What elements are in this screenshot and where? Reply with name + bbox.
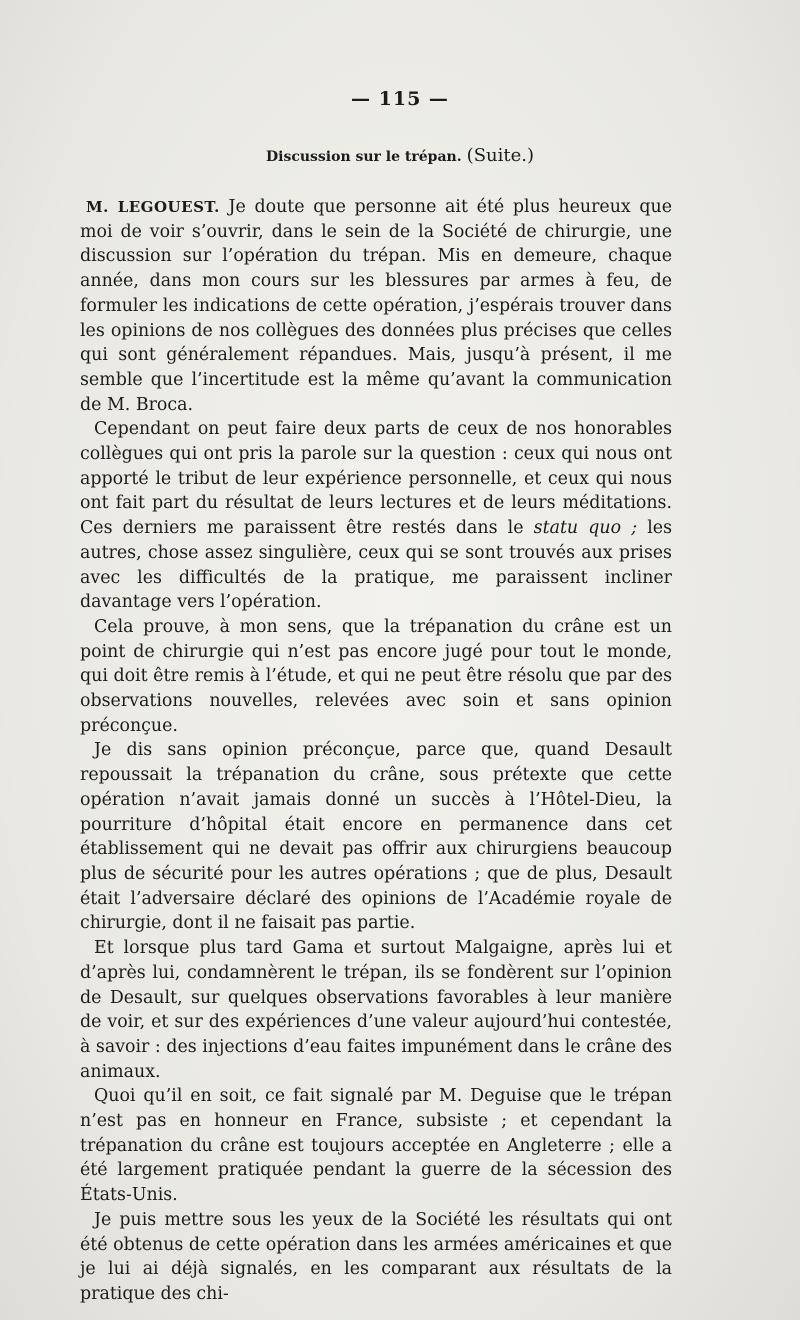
page-number: — 115 — <box>351 88 449 110</box>
paragraph-2 <box>80 417 672 615</box>
paragraph-5: Et lorsque plus tard Gama et surtout Malgaigne, après lui et d’après lui, condamnèrent le trépan, ils se fondèrent sur l’opinion de Desault, sur quelques observations favorables à leur manière de voir, et sur des expériences d’une valeur aujourd’hui contestée, à savoir : des injections d’eau faites impunément dans le crâne des animaux. <box>80 938 672 1082</box>
paragraph-4: Je dis sans opinion préconçue, parce que, quand Desault repoussait la trépanation du crâne, sous prétexte que cette opération n’avait jamais donné un succès à l’Hôtel-Dieu, la pourriture d’hôpital était encore en permanence dans cet établissement qui ne devait pas offrir aux chirurgiens beaucoup plus de sécurité pour les autres opérations ; que de plus, Desault était l’adversaire déclaré des opinions de l’Académie royale de chirurgie, dont il ne faisait pas partie. <box>80 740 672 934</box>
section-heading <box>0 145 800 166</box>
paragraph-1 <box>80 195 672 417</box>
speaker-name: M. LEGOUEST. <box>86 198 220 216</box>
paragraph-1-text: Je doute que personne ait été plus heureux que moi de voir s’ouvrir, dans le sein de la Société de chirurgie, une discussion sur l’opération du trépan. Mis en demeure, chaque année, dans mon cours sur les blessures par armes à feu, de formuler les indications de cette opération, j’espérais trouver dans les opinions de nos collègues des données plus précises que celles qui sont généralement répandues. Mais, jusqu’à présent, il me semble que l’incertitude est la même qu’avant la communication de M. Broca. <box>80 197 673 415</box>
paragraph-6: Quoi qu’il en soit, ce fait signalé par M. Deguise que le trépan n’est pas en honneur en France, subsiste ; et cependant la trépanation du crâne est toujours acceptée en Angleterre ; elle a été largement pratiquée pendant la guerre de la sécession des États-Unis. <box>80 1086 672 1206</box>
paragraph-3: Cela prouve, à mon sens, que la trépanation du crâne est un point de chirurgie qui n’est pas encore jugé pour tout le monde, qui doit être remis à l’étude, et qui ne peut être résolu que par des observations nouvelles, relevées avec soin et sans opinion préconçue. <box>80 616 672 736</box>
section-title: Discussion sur le trépan. <box>265 149 462 165</box>
paragraph-2-italic: statu quo ; <box>533 518 638 539</box>
paragraph-2-text-b: les autres, chose assez singulière, ceux qui se sont trouvés aux prises avec les difficultés de la pratique, me paraissent incliner davantage vers l’opération. <box>80 518 673 613</box>
paragraph-7: Je puis mettre sous les yeux de la Société les résultats qui ont été obtenus de cette opération dans les armées américaines et que je lui ai déjà signalés, en les comparant aux résultats de la pratique des chi- <box>80 1209 672 1304</box>
section-suite: (Suite.) <box>466 145 535 166</box>
body-text <box>80 195 672 1307</box>
paragraph-2-text-a: Cependant on peut faire deux parts de ceux de nos honorables collègues qui ont pris la parole sur la question : ceux qui nous ont apporté le tribut de leur expérience personnelle, et ceux qui nous ont fait part du résultat de leurs lectures et de leurs méditations. Ces derniers me paraissent être restés dans le <box>80 419 672 539</box>
